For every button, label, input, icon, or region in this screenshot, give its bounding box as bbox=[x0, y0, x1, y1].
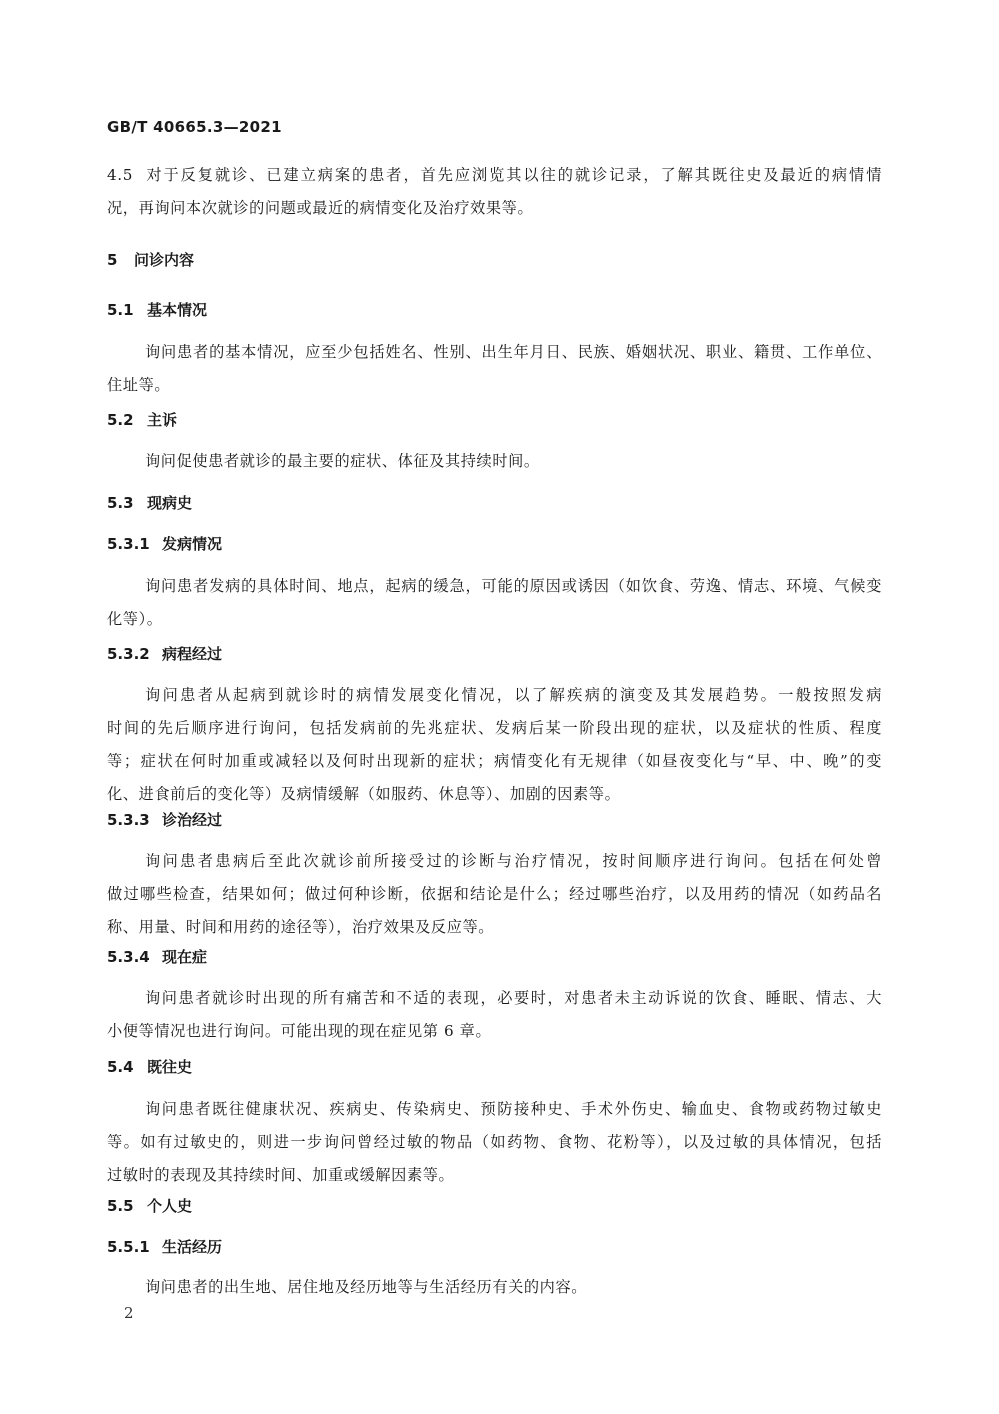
paragraph-line: 询问患者从起病到就诊时的病情发展变化情况，以了解疾病的演变及其发展趋势。一般按照发病 bbox=[145, 686, 882, 704]
section-heading-5-3-3 bbox=[107, 809, 222, 830]
section-number: 5.3.3 bbox=[107, 811, 150, 829]
section-title: 主诉 bbox=[147, 411, 178, 429]
paragraph-line: 小便等情况也进行询问。可能出现的现在症见第 6 章。 bbox=[107, 1022, 492, 1040]
section-title: 既往史 bbox=[147, 1058, 193, 1076]
paragraph-line bbox=[107, 163, 882, 187]
paragraph-line: 询问患者就诊时出现的所有痛苦和不适的表现，必要时，对患者未主动诉说的饮食、睡眠、情志、大 bbox=[145, 989, 882, 1007]
section-heading-5-3 bbox=[107, 492, 192, 513]
section-title: 发病情况 bbox=[162, 535, 223, 553]
paragraph-line: 询问患者的出生地、居住地及经历地等与生活经历有关的内容。 bbox=[145, 1278, 588, 1296]
paragraph-line: 询问患者发病的具体时间、地点，起病的缓急，可能的原因或诱因（如饮食、劳逸、情志、环境、气候变 bbox=[145, 577, 882, 595]
paragraph-line: 等。如有过敏史的，则进一步询问曾经过敏的物品（如药物、食物、花粉等），以及过敏的具体情况，包括 bbox=[107, 1133, 882, 1151]
paragraph-line: 过敏时的表现及其持续时间、加重或缓解因素等。 bbox=[107, 1166, 455, 1184]
section-title: 问诊内容 bbox=[134, 251, 195, 269]
paragraph-line: 化等）。 bbox=[107, 610, 163, 628]
paragraph-line: 况，再询问本次就诊的问题或最近的病情变化及治疗效果等。 bbox=[107, 199, 534, 217]
paragraph-text: 对于反复就诊、已建立病案的患者，首先应浏览其以往的就诊记录，了解其既往史及最近的病情情 bbox=[145, 166, 882, 184]
section-title: 现病史 bbox=[147, 494, 193, 512]
paragraph-line: 住址等。 bbox=[107, 376, 171, 394]
paragraph-5-3-4 bbox=[107, 986, 882, 1043]
paragraph-5-3-3 bbox=[107, 849, 882, 939]
paragraph-line: 化、进食前后的变化等）及病情缓解（如服药、休息等）、加剧的因素等。 bbox=[107, 785, 621, 803]
paragraph-line: 询问患者患病后至此次就诊前所接受过的诊断与治疗情况，按时间顺序进行询问。包括在何处曾 bbox=[145, 852, 882, 870]
section-heading-5-4 bbox=[107, 1056, 192, 1077]
section-heading-5-3-2 bbox=[107, 643, 222, 664]
page-number: 2 bbox=[124, 1304, 134, 1322]
section-heading-5 bbox=[107, 249, 194, 270]
paragraph-5-3-2 bbox=[107, 683, 882, 806]
clause-number: 4.5 bbox=[107, 166, 133, 184]
paragraph-line: 称、用量、时间和用药的途径等），治疗效果及反应等。 bbox=[107, 918, 495, 936]
section-number: 5 bbox=[107, 251, 118, 269]
paragraph-line: 询问患者既往健康状况、疾病史、传染病史、预防接种史、手术外伤史、输血史、食物或药物过敏史 bbox=[145, 1100, 882, 1118]
paragraph-5-1 bbox=[107, 340, 882, 397]
section-title: 基本情况 bbox=[147, 301, 208, 319]
paragraph-line: 询问促使患者就诊的最主要的症状、体征及其持续时间。 bbox=[145, 452, 540, 470]
section-title: 个人史 bbox=[147, 1197, 193, 1215]
section-title: 生活经历 bbox=[162, 1238, 223, 1256]
paragraph-5-3-1 bbox=[107, 574, 882, 631]
section-heading-5-5-1 bbox=[107, 1236, 222, 1257]
section-number: 5.4 bbox=[107, 1058, 134, 1076]
paragraph-line: 等；症状在何时加重或减轻以及何时出现新的症状；病情变化有无规律（如昼夜变化与“早、中、晚”的变 bbox=[107, 752, 882, 770]
section-number: 5.1 bbox=[107, 301, 134, 319]
clause-4-5 bbox=[107, 163, 882, 220]
section-number: 5.3.2 bbox=[107, 645, 150, 663]
section-heading-5-1 bbox=[107, 299, 207, 320]
section-number: 5.3.4 bbox=[107, 948, 150, 966]
paragraph-5-5-1 bbox=[107, 1275, 882, 1299]
section-heading-5-5 bbox=[107, 1195, 192, 1216]
paragraph-line: 时间的先后顺序进行询问，包括发病前的先兆症状、发病后某一阶段出现的症状，以及症状的性质、程度 bbox=[107, 719, 882, 737]
section-heading-5-3-4 bbox=[107, 946, 207, 967]
paragraph-5-2 bbox=[107, 449, 882, 473]
document-header: GB/T 40665.3—2021 bbox=[107, 118, 282, 136]
section-title: 现在症 bbox=[162, 948, 208, 966]
section-number: 5.5.1 bbox=[107, 1238, 150, 1256]
paragraph-line: 询问患者的基本情况，应至少包括姓名、性别、出生年月日、民族、婚姻状况、职业、籍贯、工作单位、 bbox=[145, 343, 882, 361]
section-number: 5.3.1 bbox=[107, 535, 150, 553]
section-number: 5.5 bbox=[107, 1197, 134, 1215]
section-number: 5.3 bbox=[107, 494, 134, 512]
paragraph-5-4 bbox=[107, 1097, 882, 1187]
paragraph-line: 做过哪些检查，结果如何；做过何种诊断，依据和结论是什么；经过哪些治疗，以及用药的情况（如药品名 bbox=[107, 885, 882, 903]
section-heading-5-3-1 bbox=[107, 533, 222, 554]
section-heading-5-2 bbox=[107, 409, 177, 430]
section-number: 5.2 bbox=[107, 411, 134, 429]
section-title: 诊治经过 bbox=[162, 811, 223, 829]
section-title: 病程经过 bbox=[162, 645, 223, 663]
